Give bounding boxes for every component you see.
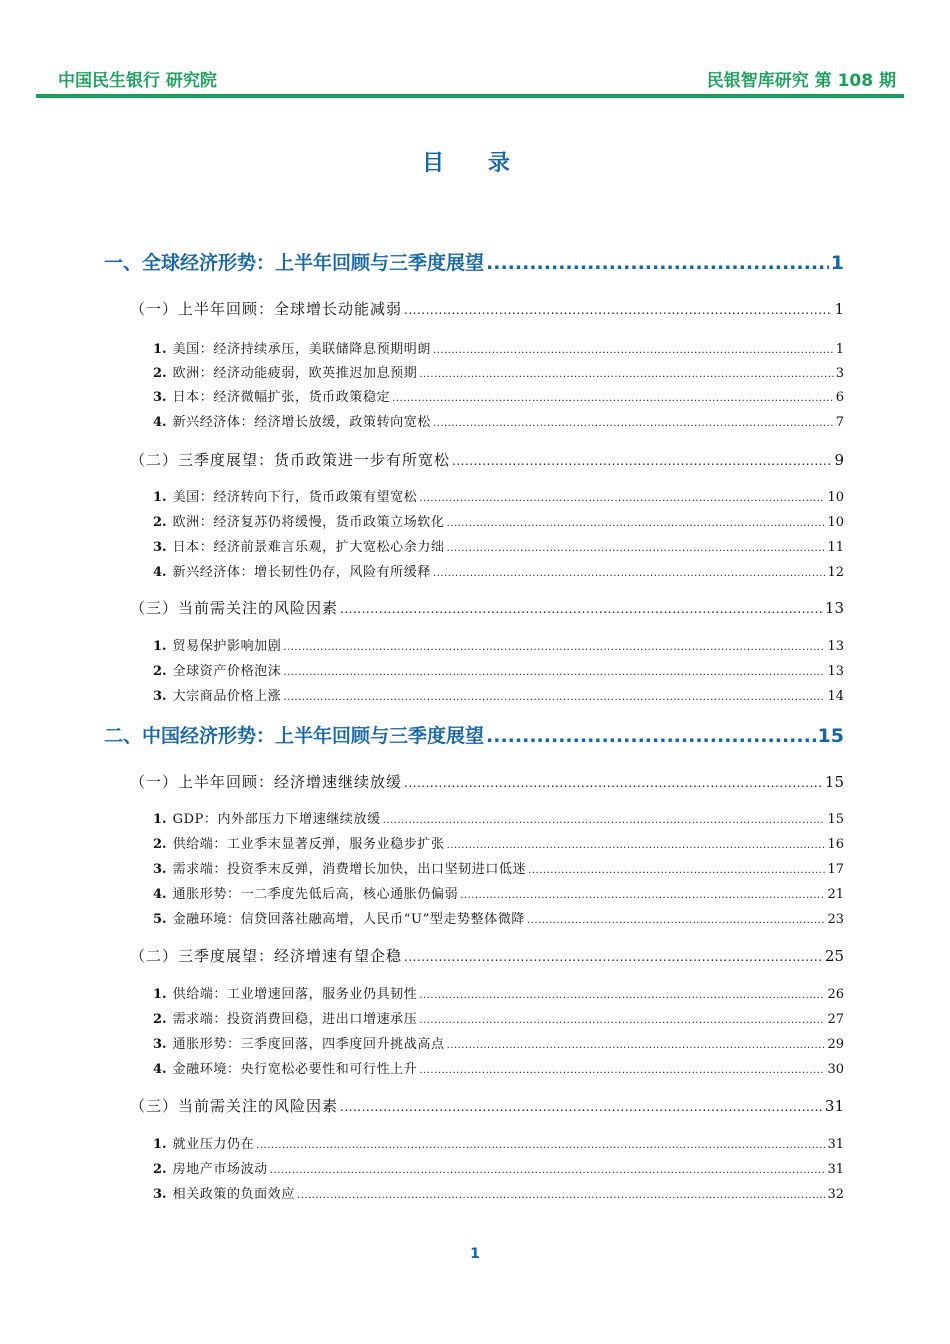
toc-entry-number: 4. — [153, 415, 167, 430]
toc-page-number: 6 — [835, 390, 844, 405]
toc-entry-label: 房地产市场波动 — [172, 1162, 268, 1177]
toc-leader — [528, 865, 825, 876]
toc-entry-number: 1. — [153, 1137, 167, 1152]
toc-subsection[interactable] — [153, 411, 844, 430]
toc-subsection[interactable] — [153, 362, 844, 381]
toc-subsection[interactable] — [153, 536, 844, 555]
toc-section[interactable] — [130, 449, 844, 470]
page-title: 目 录 — [422, 151, 528, 176]
toc-page-number: 30 — [827, 1062, 844, 1077]
toc-entry-number: 3. — [153, 1037, 167, 1052]
toc-leader — [419, 1015, 825, 1026]
toc-leader — [486, 252, 829, 274]
toc-page-number: 31 — [824, 1097, 844, 1115]
toc-entry-label: （二）三季度展望：货币政策进一步有所宽松 — [130, 451, 451, 469]
toc-entry-number: 2. — [153, 1012, 167, 1027]
toc-entry-label: （三）当前需关注的风险因素 — [130, 599, 339, 617]
toc-entry-label: 需求端：投资消费回稳，进出口增速承压 — [172, 1012, 418, 1027]
toc-page-number: 23 — [827, 912, 844, 927]
toc-entry-number: 3. — [153, 862, 167, 877]
toc-page-number: 10 — [827, 515, 844, 530]
toc-page-number: 26 — [827, 987, 844, 1002]
toc-entry-label: （二）三季度展望：经济增速有望企稳 — [130, 947, 403, 965]
toc-subsection[interactable] — [153, 1133, 844, 1152]
toc-page-number: 1 — [835, 342, 844, 357]
toc-section[interactable] — [130, 771, 844, 792]
toc-page-number: 3 — [835, 366, 844, 381]
toc-entry-label: 美国：经济持续承压，美联储降息预期明朗 — [172, 342, 431, 357]
toc-leader — [433, 418, 834, 429]
toc-page-number: 31 — [827, 1162, 844, 1177]
toc-page-number: 11 — [827, 540, 844, 555]
toc-leader — [283, 642, 825, 653]
toc-leader — [486, 725, 816, 747]
toc-subsection[interactable] — [153, 1058, 844, 1077]
toc-page-number: 21 — [827, 887, 844, 902]
toc-subsection[interactable] — [153, 1008, 844, 1027]
toc-subsection[interactable] — [153, 883, 844, 902]
toc-page-number: 31 — [827, 1137, 844, 1152]
toc-entry-number: 3. — [153, 689, 167, 704]
toc-page-number: 15 — [827, 812, 844, 827]
toc-page-number: 1 — [834, 300, 844, 318]
toc-subsection[interactable] — [153, 338, 844, 357]
toc-entry-label: 通胀形势：三季度回落，四季度回升挑战高点 — [172, 1037, 445, 1052]
toc-page-number: 12 — [827, 565, 844, 580]
toc-entry-label: 一、全球经济形势：上半年回顾与三季度展望 — [104, 252, 485, 274]
toc-leader — [297, 1190, 825, 1201]
toc-entry-number: 4. — [153, 1062, 167, 1077]
toc-entry-number: 2. — [153, 515, 167, 530]
toc-leader — [283, 692, 825, 703]
toc-leader — [419, 990, 825, 1001]
toc-leader — [447, 1040, 826, 1051]
toc-leader — [404, 303, 832, 317]
toc-leader — [404, 950, 823, 964]
toc-entry-label: （一）上半年回顾：全球增长动能减弱 — [130, 300, 403, 318]
toc-entry-number: 3. — [153, 1187, 167, 1202]
toc-subsection[interactable] — [153, 1033, 844, 1052]
header-institution: 中国民生银行 研究院 — [58, 71, 217, 91]
toc-subsection[interactable] — [153, 1183, 844, 1202]
toc-entry-label: 二、中国经济形势：上半年回顾与三季度展望 — [104, 725, 485, 747]
toc-entry-label: GDP：内外部压力下增速继续放缓 — [172, 812, 381, 827]
toc-page-number: 17 — [827, 862, 844, 877]
toc-entry-label: 就业压力仍在 — [172, 1137, 255, 1152]
toc-subsection[interactable] — [153, 386, 844, 405]
toc-entry-label: 供给端：工业增速回落，服务业仍具韧性 — [172, 987, 418, 1002]
toc-leader — [283, 667, 825, 678]
toc-section[interactable] — [130, 298, 844, 319]
toc-entry-number: 4. — [153, 887, 167, 902]
toc-leader — [447, 840, 826, 851]
toc-subsection[interactable] — [153, 561, 844, 580]
toc-entry-number: 1. — [153, 342, 167, 357]
toc-page-number: 29 — [827, 1037, 844, 1052]
toc-entry-label: 通胀形势：一二季度先低后高，核心通胀仍偏弱 — [172, 887, 459, 902]
toc-page-number: 25 — [824, 947, 844, 965]
toc-leader — [419, 493, 825, 504]
toc-page-number: 14 — [827, 689, 844, 704]
toc-part-1[interactable] — [104, 248, 844, 275]
toc-leader — [460, 890, 825, 901]
toc-leader — [527, 915, 825, 926]
toc-leader — [452, 454, 832, 468]
toc-page-number: 10 — [827, 490, 844, 505]
toc-section[interactable] — [130, 1095, 844, 1116]
toc-subsection[interactable] — [153, 983, 844, 1002]
toc-page-number: 15 — [824, 773, 844, 791]
toc-entry-number: 3. — [153, 540, 167, 555]
toc-section[interactable] — [130, 597, 844, 618]
toc-entry-label: 美国：经济转向下行，货币政策有望宽松 — [172, 490, 418, 505]
toc-entry-label: 相关政策的负面效应 — [172, 1187, 295, 1202]
toc-entry-number: 2. — [153, 664, 167, 679]
toc-leader — [447, 543, 826, 554]
toc-subsection[interactable] — [153, 833, 844, 852]
toc-entry-label: 欧洲：经济动能疲弱，欧英推迟加息预期 — [172, 366, 418, 381]
toc-subsection[interactable] — [153, 685, 844, 704]
toc-subsection[interactable] — [153, 808, 844, 827]
toc-subsection[interactable] — [153, 635, 844, 654]
toc-leader — [340, 602, 823, 616]
toc-leader — [256, 1140, 825, 1151]
toc-entry-label: 供给端：工业季末显著反弹，服务业稳步扩张 — [172, 837, 445, 852]
toc-page-number: 15 — [817, 725, 844, 747]
toc-entry-number: 4. — [153, 565, 167, 580]
toc-entry-label: （三）当前需关注的风险因素 — [130, 1097, 339, 1115]
header-publication: 民银智库研究 第 108 期 — [706, 71, 896, 91]
toc-entry-number: 2. — [153, 366, 167, 381]
page-header — [36, 62, 904, 96]
toc-leader — [392, 393, 834, 404]
toc-subsection[interactable] — [153, 858, 844, 877]
toc-entry-label: 新兴经济体：增长韧性仍存，风险有所缓释 — [172, 565, 431, 580]
toc-subsection[interactable] — [153, 660, 844, 679]
toc-leader — [433, 568, 825, 579]
toc-entry-label: 新兴经济体：经济增长放缓，政策转向宽松 — [172, 415, 431, 430]
toc-entry-label: 金融环境：信贷回落社融高增，人民币“U”型走势整体微降 — [172, 912, 526, 927]
toc-part-2[interactable] — [104, 721, 844, 748]
toc-entry-number: 5. — [153, 912, 167, 927]
toc-page-number: 9 — [834, 451, 844, 469]
toc-entry-label: 需求端：投资季末反弹，消费增长加快，出口坚韧进口低迷 — [172, 862, 527, 877]
toc-section[interactable] — [130, 945, 844, 966]
toc-page-number: 1 — [830, 252, 844, 274]
toc-leader — [447, 518, 826, 529]
toc-leader — [404, 776, 823, 790]
toc-leader — [419, 1065, 825, 1076]
toc-page-number: 13 — [827, 639, 844, 654]
toc-entry-number: 2. — [153, 1162, 167, 1177]
toc-leader — [419, 369, 833, 380]
toc-leader — [270, 1165, 826, 1176]
toc-entry-label: （一）上半年回顾：经济增速继续放缓 — [130, 773, 403, 791]
header-divider — [36, 94, 904, 98]
toc-entry-label: 金融环境：央行宽松必要性和可行性上升 — [172, 1062, 418, 1077]
page-number: 1 — [470, 1246, 480, 1262]
toc-entry-number: 1. — [153, 812, 167, 827]
toc-subsection[interactable] — [153, 511, 844, 530]
toc-entry-label: 欧洲：经济复苏仍将缓慢，货币政策立场软化 — [172, 515, 445, 530]
toc-entry-label: 大宗商品价格上涨 — [172, 689, 282, 704]
toc-subsection[interactable] — [153, 486, 844, 505]
toc-page-number: 16 — [827, 837, 844, 852]
toc-leader — [383, 815, 826, 826]
toc-page-number: 27 — [827, 1012, 844, 1027]
toc-entry-number: 1. — [153, 639, 167, 654]
toc-entry-label: 日本：经济前景难言乐观，扩大宽松心余力绌 — [172, 540, 445, 555]
toc-entry-number: 3. — [153, 390, 167, 405]
toc-page-number: 7 — [835, 415, 844, 430]
toc-subsection[interactable] — [153, 1158, 844, 1177]
toc-leader — [433, 345, 834, 356]
toc-entry-label: 贸易保护影响加剧 — [172, 639, 282, 654]
toc-entry-number: 2. — [153, 837, 167, 852]
toc-subsection[interactable] — [153, 908, 844, 927]
toc-page-number: 32 — [827, 1187, 844, 1202]
toc-leader — [340, 1100, 823, 1114]
toc-entry-label: 日本：经济微幅扩张，货币政策稳定 — [172, 390, 391, 405]
toc-page-number: 13 — [827, 664, 844, 679]
toc-entry-number: 1. — [153, 490, 167, 505]
toc-page-number: 13 — [824, 599, 844, 617]
toc-entry-number: 1. — [153, 987, 167, 1002]
toc-entry-label: 全球资产价格泡沫 — [172, 664, 282, 679]
